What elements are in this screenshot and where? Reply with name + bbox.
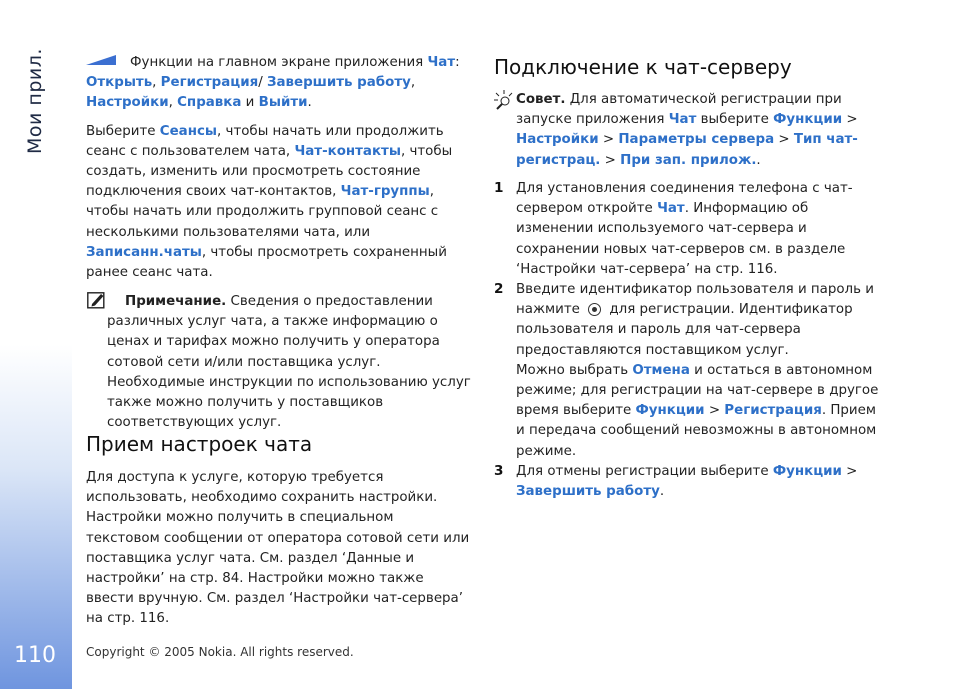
- step-1: Для установления соединения телефона с чат-сервером откройте Чат. Информацию об изменении используемого чат-сервера и сохранении новых чат-серверов см. в разделе ‘Настройки чат-сервера’ на стр. 116.: [516, 181, 853, 277]
- step-number: 2: [494, 281, 504, 297]
- note-label: Примечание.: [125, 294, 227, 309]
- select-key-icon: [588, 303, 601, 316]
- page-number: 110: [14, 643, 56, 668]
- step-3: Для отмены регистрации выберите Функции > Завершить работу.: [516, 464, 858, 500]
- section-title-vertical: Мои прил.: [24, 48, 46, 154]
- tip-bulb-icon: [494, 90, 514, 110]
- step-number: 3: [494, 463, 504, 479]
- left-column: [86, 53, 471, 283]
- sessions-paragraph: Выберите Сеансы, чтобы начать или продолжить сеанс с пользователем чата, Чат-контакты, чтобы создать, изменить или просмотреть состояние подключения своих чат-контактов, Чат-группы, чтобы начать или продолжить групповой сеанс с несколькими пользователями чата, или Записанн.чаты, чтобы просмотреть сохраненный ранее сеанс чата.: [86, 123, 453, 281]
- sidebar: [0, 0, 72, 689]
- tip-block: Совет. Для автоматической регистрации при запуске приложения Чат выберите Функции > Настройки > Параметры сервера > Тип чат-регистрац. > При зап. прилож..: [516, 92, 858, 168]
- arrow-marker-icon: [86, 55, 116, 65]
- settings-paragraph: Для доступа к услуге, которую требуется использовать, необходимо сохранить настройки. Настройки можно получить в специальном текстовом сообщении от оператора сотовой сети или поставщика услуг чата. См. раздел ‘Данные и настройки’ на стр. 84. Настройки можно также ввести вручную. См. раздел ‘Настройки чат-сервера’ на стр. 116.: [86, 470, 470, 627]
- step-number: 1: [494, 180, 504, 196]
- section-heading-connect: Подключение к чат-серверу: [494, 55, 792, 79]
- intro-paragraph: Функции на главном экране приложения Чат: Открыть, Регистрация/ Завершить работу, Настройки, Справка и Выйти.: [86, 55, 460, 111]
- note-block: Примечание. Сведения о предоставлении различных услуг чата, а также информацию о ценах и тарифах можно получить у оператора сотовой сети и/или поставщика услуг. Необходимые инструкции по использованию услуг также можно получить у поставщиков соответствующих услуг.: [107, 294, 471, 431]
- section-heading-settings: Прием настроек чата: [86, 432, 313, 456]
- note-icon: [87, 292, 106, 309]
- copyright-footer: Copyright © 2005 Nokia. All rights reserved.: [86, 645, 354, 659]
- tip-label: Совет.: [516, 92, 566, 107]
- step-2: Введите идентификатор пользователя и пароль и нажмите для регистрации. Идентификатор пользователя и пароль для чат-сервера предоставляются поставщиком услуг. Можно выбрать Отмена и остаться в автономном режиме; для регистрации на чат-сервере в другое время выберите Функции > Регистрация. Прием и передача сообщений невозможны в автономном режиме.: [516, 282, 879, 459]
